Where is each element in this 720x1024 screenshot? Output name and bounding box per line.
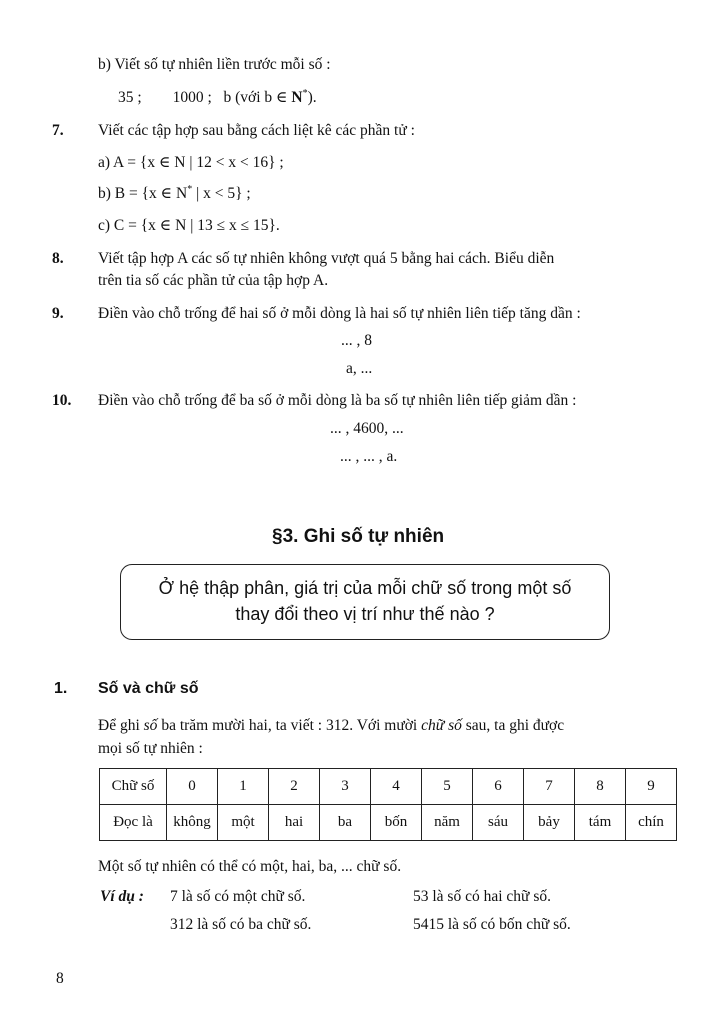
subsection-1-paragraph-line1 [98, 717, 564, 735]
table-cell: chín [626, 805, 677, 841]
exercise-8-line1: Viết tập hợp A các số tự nhiên không vượt quá 5 bằng hai cách. Biểu diễn [98, 250, 555, 267]
exercise-7b-pre: b) B = {x ∈ N [98, 185, 188, 203]
exercise-7-text: Viết các tập hợp sau bằng cách liệt kê các phần tử : [98, 122, 415, 139]
exercise-9-row2: a, ... [346, 360, 373, 377]
subsection-1-number: 1. [54, 680, 68, 697]
table-cell: 7 [524, 769, 575, 805]
table-cell: 2 [269, 769, 320, 805]
page-number: 8 [56, 970, 64, 987]
exercise-7c: c) C = {x ∈ N | 13 ≤ x ≤ 15}. [98, 217, 280, 234]
table-cell: 4 [371, 769, 422, 805]
table-cell: 0 [167, 769, 218, 805]
p1-part-b: ba trăm mười hai, ta viết : 312. Với mười [157, 717, 422, 734]
exercise-7b-post: | x < 5} ; [192, 185, 251, 203]
table-cell: 8 [575, 769, 626, 805]
part-b-values-text: 35 ; 1000 ; b (với b ∈ [118, 89, 292, 107]
part-b-tail: ). [307, 89, 317, 107]
question-box [120, 564, 610, 640]
exercise-8-number: 8. [52, 250, 64, 267]
exercise-10-row2: ... , ... , a. [340, 448, 398, 465]
subsection-1-paragraph-line2: mọi số tự nhiên : [98, 740, 203, 757]
p1-chuso-italic: chữ số [421, 717, 462, 734]
exercise-9-text: Điền vào chỗ trống để hai số ở mỗi dòng là hai số tự nhiên liên tiếp tăng dần : [98, 305, 581, 322]
exercise-7-number: 7. [52, 122, 64, 139]
subsection-1-title: Số và chữ số [98, 680, 199, 697]
table-cell: tám [575, 805, 626, 841]
exercise-8-line2: trên tia số các phần tử của tập hợp A. [98, 272, 329, 289]
exercise-7a: a) A = {x ∈ N | 12 < x < 16} ; [98, 154, 284, 171]
exercise-7b [98, 184, 251, 203]
table-cell: 9 [626, 769, 677, 805]
question-line-1: Ở hệ thập phân, giá trị của mỗi chữ số trong một số [158, 578, 572, 598]
p1-part-a: Để ghi [98, 717, 144, 734]
table-cell: bốn [371, 805, 422, 841]
p1-so-italic: số [143, 717, 158, 734]
exercise-9-row1: ... , 8 [341, 332, 372, 349]
example-2: 53 là số có hai chữ số. [413, 888, 551, 905]
table-cell: 1 [218, 769, 269, 805]
after-table-text: Một số tự nhiên có thể có một, hai, ba, ... chữ số. [98, 858, 402, 875]
exercise-7b-star: * [187, 184, 193, 195]
example-1: 7 là số có một chữ số. [170, 888, 306, 905]
table-cell: năm [422, 805, 473, 841]
exercise-10-number: 10. [52, 392, 72, 409]
exercise-9-number: 9. [52, 305, 64, 322]
set-n-symbol: N [291, 89, 303, 107]
table-cell: sáu [473, 805, 524, 841]
digit-table [99, 768, 677, 841]
table-cell: ba [320, 805, 371, 841]
star-superscript: * [302, 88, 308, 99]
table-cell: không [167, 805, 218, 841]
question-line-2: thay đổi theo vị trí như thế nào ? [235, 604, 495, 624]
example-3: 312 là số có ba chữ số. [170, 916, 312, 933]
table-cell: 6 [473, 769, 524, 805]
exercise-10-row1: ... , 4600, ... [330, 420, 404, 437]
table-cell: Đọc là [100, 805, 167, 841]
table-cell: hai [269, 805, 320, 841]
section-title: §3. Ghi số tự nhiên [272, 526, 445, 547]
table-row-digits [100, 769, 677, 805]
example-4: 5415 là số có bốn chữ số. [413, 916, 571, 933]
exercise-10-text: Điền vào chỗ trống để ba số ở mỗi dòng là ba số tự nhiên liên tiếp giảm dần : [98, 392, 577, 409]
table-cell: một [218, 805, 269, 841]
part-b-values [118, 88, 317, 107]
examples-label: Ví dụ : [100, 888, 144, 905]
table-row-readings [100, 805, 677, 841]
part-b-label: b) Viết số tự nhiên liền trước mỗi số : [98, 56, 331, 73]
table-cell: 3 [320, 769, 371, 805]
table-cell: 5 [422, 769, 473, 805]
table-cell: Chữ số [100, 769, 167, 805]
table-cell: bảy [524, 805, 575, 841]
p1-part-c: sau, ta ghi được [461, 717, 565, 734]
